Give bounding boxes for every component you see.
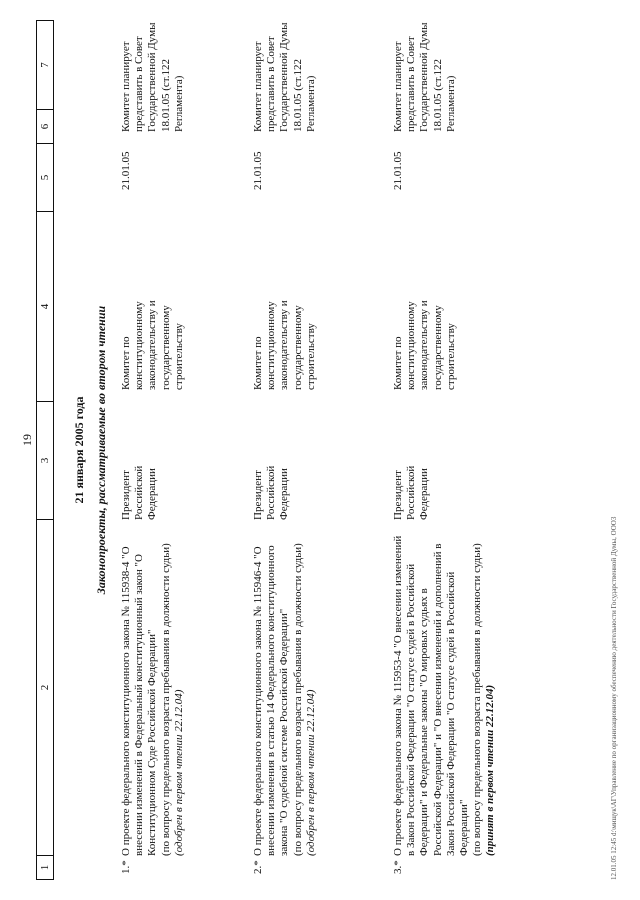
review-date: 21.01.05 (120, 151, 132, 190)
bill-title-text: О проекте федерального конституционного закона № 115946-4 "О внесении изменения в статью 14 Федерального конституционного закона "О судебной системе Российской Федерации" (252, 545, 291, 856)
review-date: 21.01.05 (392, 151, 404, 190)
row-note: Комитет планирует представить в Совет Государственной Думы 18.01.05 (ст.122 Регламента) (120, 22, 185, 132)
bill-title-text: О проекте федерального закона № 115953-4 "О внесении изменений в Закон Российской Федерации "О статусе судей в Российской Федерации" и Федеральные законы "О мировых судьях в Российской Федерации" и "О внесении изменений и дополнений в Закон Российской Федерации "О статусе судей в Российской Федерации" (392, 535, 471, 856)
section-heading: Законопроекты, рассматриваемые во втором чтении (94, 305, 108, 595)
column-header-6: 6 (37, 109, 53, 143)
review-date: 21.01.05 (252, 151, 264, 190)
column-header-4: 4 (37, 211, 53, 401)
bill-status: (одобрен в первом чтении 22.12.04) (172, 689, 185, 856)
bill-title (120, 532, 186, 856)
column-header-1: 1 (37, 855, 53, 879)
row-number: 3.* (392, 860, 404, 874)
bill-status: (одобрен в первом чтении 22.12.04) (304, 689, 317, 856)
row-note: Комитет планирует представить в Совет Государственной Думы 18.01.05 (ст.122 Регламента) (392, 22, 457, 132)
bill-title-text: О проекте федерального конституционного закона № 115938-4 "О внесении изменений в Федеральный конституционный закон "О Конституционном Суде Российской Федерации" (120, 546, 159, 856)
bill-status: (принят в первом чтении 22.12.04) (484, 684, 497, 856)
row-note: Комитет планирует представить в Совет Государственной Думы 18.01.05 (ст.122 Регламента) (252, 22, 317, 132)
bill-author: Президент Российской Федерации (120, 465, 159, 520)
column-header-3: 3 (37, 401, 53, 519)
bill-title (252, 532, 318, 856)
column-header-5: 5 (37, 143, 53, 211)
bill-author: Президент Российской Федерации (392, 465, 431, 520)
bill-title-subject: (по вопросу предельного возраста пребывания в должности судьи) (471, 543, 484, 856)
responsible-committee: Комитет по конституционному законодательству и государственному строительству (392, 300, 457, 390)
row-number: 2.* (252, 860, 264, 874)
column-header-row (36, 20, 54, 880)
bill-author: Президент Российской Федерации (252, 465, 291, 520)
responsible-committee: Комитет по конституционному законодательству и государственному строительству (120, 300, 185, 390)
bill-title (392, 532, 498, 856)
bill-title-subject: (по вопросу предельного возраста пребывания в должности судьи) (159, 543, 172, 856)
page-number: 19 (20, 434, 34, 446)
footer-path: 12.01.05 12:45 d:\мищук\АГ\Управление по организационному обеспечению деятельности Государственной Думы, ООО3 (610, 516, 618, 880)
row-number: 1.* (120, 860, 132, 874)
rotated-sheet (20, 20, 620, 880)
column-header-7: 7 (39, 62, 51, 68)
date-heading: 21 января 2005 года (72, 396, 86, 504)
bill-title-subject: (по вопросу предельного возраста пребывания в должности судьи) (291, 543, 304, 856)
responsible-committee: Комитет по конституционному законодательству и государственному строительству (252, 300, 317, 390)
column-header-2: 2 (37, 519, 53, 855)
